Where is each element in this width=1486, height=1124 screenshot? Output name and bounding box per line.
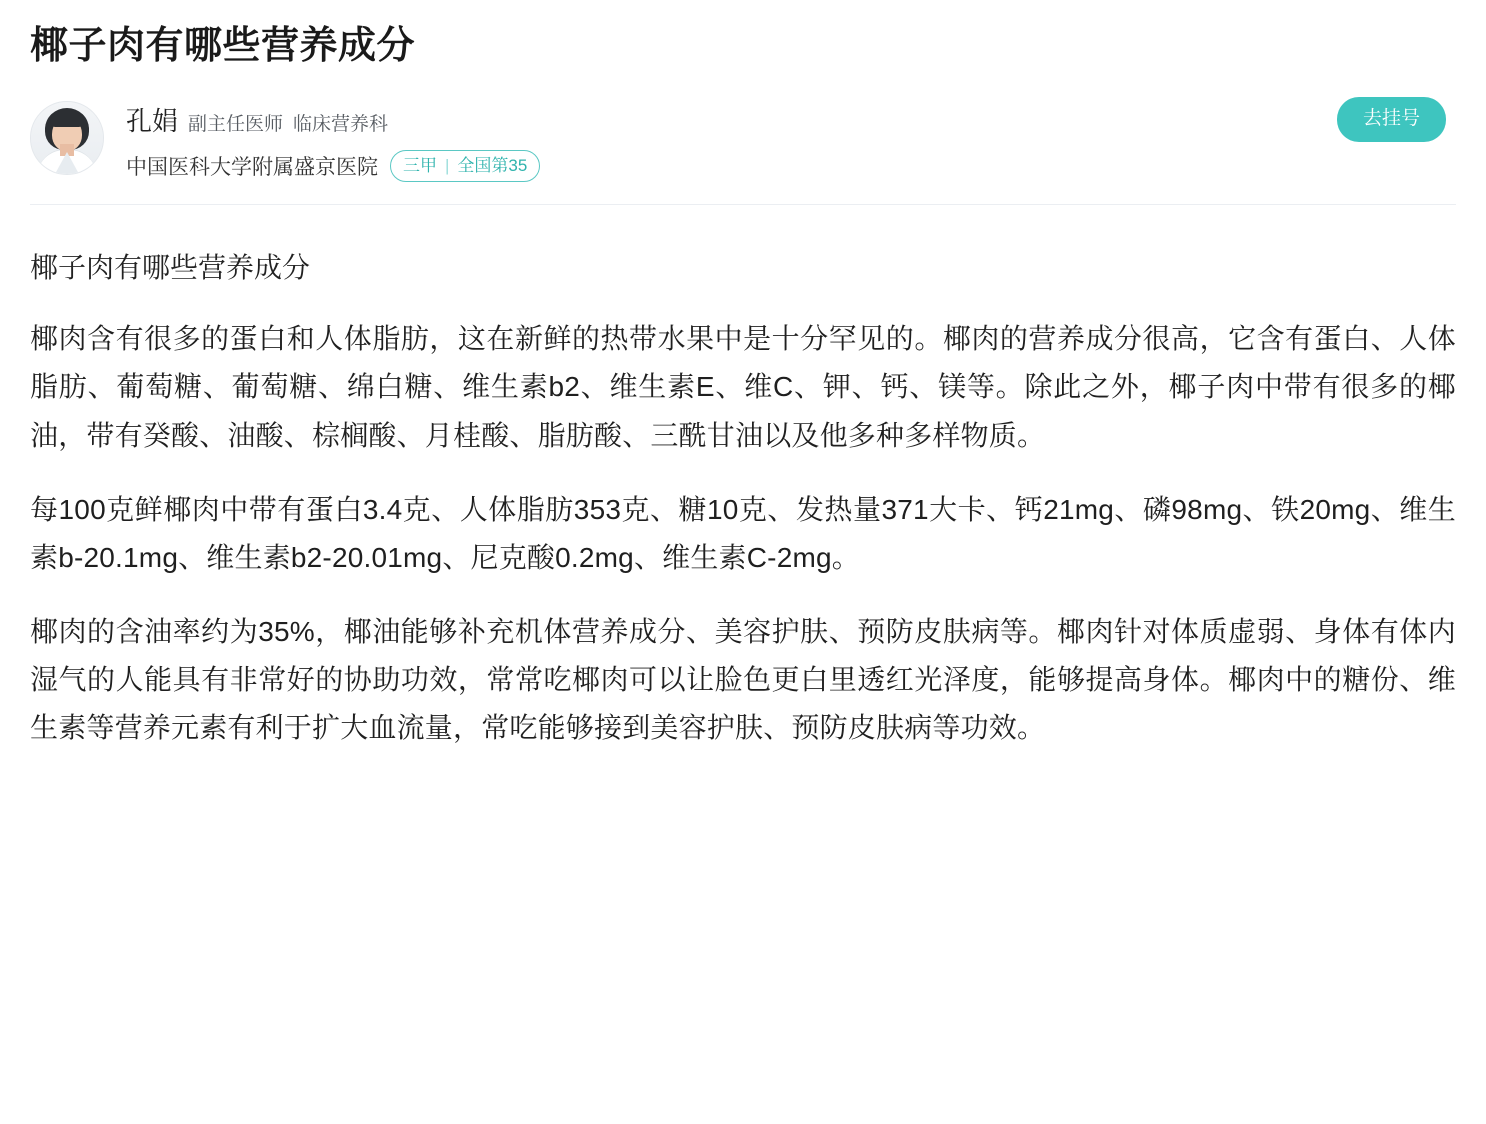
article-body: [30, 205, 1456, 752]
article-paragraph: 椰肉的含油率约为35%，椰油能够补充机体营养成分、美容护肤、预防皮肤病等。椰肉针对体质虚弱、身体有体内湿气的人能具有非常好的协助功效，常常吃椰肉可以让脸色更白里透红光泽度，能够提高身体。椰肉中的糖份、维生素等营养元素有利于扩大血流量，常吃能够接到美容护肤、预防皮肤病等功效。: [30, 615, 1456, 744]
badge-rank: 全国第35: [457, 156, 528, 176]
avatar: [30, 101, 104, 175]
badge-level: 三甲: [403, 156, 437, 176]
article-paragraph: 每100克鲜椰肉中带有蛋白3.4克、人体脂肪353克、糖10克、发热量371大卡、钙21mg、磷98mg、铁20mg、维生素b-20.1mg、维生素b2-20.01mg、尼克酸0.2mg、维生素C-2mg。: [30, 493, 1456, 573]
hospital-name: 中国医科大学附属盛京医院: [126, 156, 378, 180]
doctor-department: 临床营养科: [293, 114, 389, 136]
status-badge: [390, 150, 540, 182]
avatar-collar-right: [67, 152, 79, 174]
doctor-professional-title: 副主任医师: [188, 114, 284, 136]
article-page: [0, 22, 1486, 752]
article-paragraph: 椰肉含有很多的蛋白和人体脂肪，这在新鲜的热带水果中是十分罕见的。椰肉的营养成分很高，它含有蛋白、人体脂肪、葡萄糖、葡萄糖、绵白糖、维生素b2、维生素E、维C、钾、钙、镁等。除此之外，椰子肉中带有很多的椰油，带有癸酸、油酸、棕榈酸、月桂酸、脂肪酸、三酰甘油以及他多种多样物质。: [30, 323, 1456, 451]
badge-separator: |: [445, 156, 450, 176]
doctor-card: [30, 71, 1456, 205]
section-heading: 椰子肉有哪些营养成分: [30, 252, 311, 284]
doctor-name: 孔娟: [126, 106, 179, 137]
doctor-primary-line: [126, 101, 540, 138]
doctor-secondary-line: [126, 150, 540, 182]
doctor-info: [126, 99, 540, 182]
page-title: 椰子肉有哪些营养成分: [30, 25, 416, 67]
avatar-fringe: [50, 113, 84, 127]
avatar-collar-left: [55, 152, 67, 174]
appointment-button[interactable]: 去挂号: [1337, 97, 1446, 142]
